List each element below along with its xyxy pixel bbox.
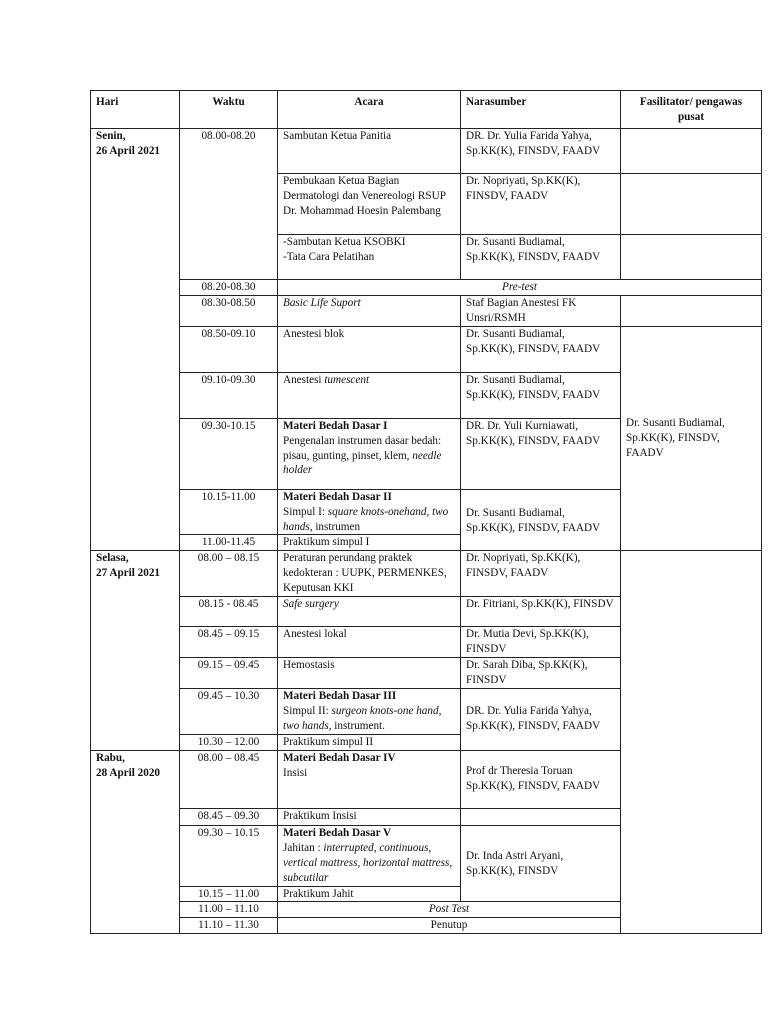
event-cell — [278, 235, 461, 280]
time-cell: 09.30-10.15 — [180, 418, 278, 489]
header-row — [91, 91, 762, 129]
event-title: Materi Bedah Dasar III — [283, 689, 397, 702]
event-cell: Post Test — [278, 902, 621, 918]
time-cell: 11.00 – 11.10 — [180, 902, 278, 918]
day-cell-rabu — [91, 750, 180, 933]
time-cell: 08.15 - 08.45 — [180, 597, 278, 627]
speaker-cell: Dr. Mutia Devi, Sp.KK(K), FINSDV — [461, 627, 621, 658]
header-waktu: Waktu — [180, 91, 278, 129]
speaker-cell: Dr. Nopriyati, Sp.KK(K), FINSDV, FAADV — [461, 174, 621, 235]
event-cell — [278, 372, 461, 418]
time-cell: 08.00 – 08.45 — [180, 750, 278, 808]
time-cell: 08.00-08.20 — [180, 129, 278, 280]
time-cell: 08.30-08.50 — [180, 295, 278, 326]
speaker-cell: Dr. Inda Astri Aryani, Sp.KK(K), FINSDV — [461, 825, 621, 902]
time-cell: 08.00 – 08.15 — [180, 551, 278, 597]
day-name: Senin, — [96, 130, 126, 142]
speaker-cell: Dr. Susanti Budiamal, Sp.KK(K), FINSDV, FAADV — [461, 235, 621, 280]
day-cell-selasa — [91, 551, 180, 751]
speaker-cell: DR. Dr. Yulia Farida Yahya, Sp.KK(K), FINSDV, FAADV — [461, 688, 621, 750]
event-text: Insisi — [283, 766, 308, 779]
table-row — [91, 295, 762, 326]
event-title: Materi Bedah Dasar V — [283, 826, 392, 839]
event-cell: Sambutan Ketua Panitia — [278, 129, 461, 174]
header-acara: Acara — [278, 91, 461, 129]
event-cell: Praktikum Insisi — [278, 808, 461, 825]
time-cell: 08.45 – 09.30 — [180, 808, 278, 825]
table-row — [91, 129, 762, 174]
event-text: , instrumen — [309, 520, 361, 533]
time-cell: 08.50-09.10 — [180, 326, 278, 372]
event-title: Materi Bedah Dasar IV — [283, 751, 396, 764]
event-cell: Anestesi lokal — [278, 627, 461, 658]
schedule-table — [90, 90, 762, 934]
event-cell — [278, 688, 461, 734]
header-narasumber: Narasumber — [461, 91, 621, 129]
time-cell: 08.45 – 09.15 — [180, 627, 278, 658]
event-cell: Basic Life Suport — [278, 295, 461, 326]
speaker-cell: Dr. Fitriani, Sp.KK(K), FINSDV — [461, 597, 621, 627]
event-cell: Safe surgery — [278, 597, 461, 627]
event-cell — [278, 825, 461, 886]
time-cell: 11.00-11.45 — [180, 535, 278, 551]
event-cell: Peraturan perundang praktek kedokteran : UUPK, PERMENKES, Keputusan KKI — [278, 551, 461, 597]
time-cell: 10.30 – 12.00 — [180, 734, 278, 750]
header-fasilitator: Fasilitator/ pengawas pusat — [621, 91, 762, 129]
time-cell: 09.30 – 10.15 — [180, 825, 278, 886]
day-date: 26 April 2021 — [96, 144, 161, 157]
time-cell: 10.15-11.00 — [180, 489, 278, 535]
day-date: 27 April 2021 — [96, 567, 161, 580]
event-text-italic: tumescent — [324, 373, 370, 386]
speaker-cell: Dr. Susanti Budiamal, Sp.KK(K), FINSDV, FAADV — [461, 326, 621, 372]
table-row — [91, 326, 762, 372]
facilitator-cell — [621, 235, 762, 280]
header-hari: Hari — [91, 91, 180, 129]
event-text-italic: interrupted, continuous, vertical mattress, horizontal mattress, subcutilar — [283, 841, 453, 884]
speaker-cell: Prof dr Theresia Toruan Sp.KK(K), FINSDV, FAADV — [461, 750, 621, 808]
time-cell: 11.10 – 11.30 — [180, 918, 278, 934]
event-text: Anestesi — [283, 373, 325, 386]
event-cell: Pre-test — [278, 280, 762, 296]
time-cell: 09.10-09.30 — [180, 372, 278, 418]
table-row — [91, 280, 762, 296]
table-row — [91, 551, 762, 597]
time-cell: 08.20-08.30 — [180, 280, 278, 296]
facilitator-cell — [621, 129, 762, 174]
event-cell: Praktikum Jahit — [278, 886, 461, 902]
facilitator-cell — [621, 295, 762, 326]
speaker-cell: Staf Bagian Anestesi FK Unsri/RSMH — [461, 295, 621, 326]
speaker-cell: DR. Dr. Yuli Kurniawati, Sp.KK(K), FINSDV, FAADV — [461, 418, 621, 489]
speaker-cell: Dr. Susanti Budiamal, Sp.KK(K), FINSDV, FAADV — [461, 489, 621, 551]
event-text: Simpul I: — [283, 505, 328, 518]
facilitator-cell-lower — [621, 551, 762, 934]
event-cell: Hemostasis — [278, 658, 461, 689]
event-cell: Anestesi blok — [278, 326, 461, 372]
speaker-cell: DR. Dr. Yulia Farida Yahya, Sp.KK(K), FINSDV, FAADV — [461, 129, 621, 174]
event-cell — [278, 489, 461, 535]
event-line: -Sambutan Ketua KSOBKI — [283, 236, 406, 248]
event-text: Pengenalan instrumen dasar bedah: pisau, gunting, pinset, klem, — [283, 434, 442, 462]
day-name: Selasa, — [96, 552, 129, 565]
event-text-italic: surgeon knots-one hand, two hands — [283, 704, 442, 732]
facilitator-cell-main: Dr. Susanti Budiamal, Sp.KK(K), FINSDV, FAADV — [621, 326, 762, 551]
time-cell: 09.45 – 10.30 — [180, 688, 278, 734]
event-text-italic: needle holder — [283, 449, 442, 477]
event-cell: Praktikum simpul II — [278, 734, 461, 750]
event-text: Jahitan : — [283, 841, 324, 854]
time-cell: 10.15 – 11.00 — [180, 886, 278, 902]
speaker-cell — [461, 808, 621, 825]
event-cell: Praktikum simpul I — [278, 535, 461, 551]
event-text: Simpul II: — [283, 704, 332, 717]
speaker-cell: Dr. Nopriyati, Sp.KK(K), FINSDV, FAADV — [461, 551, 621, 597]
facilitator-cell — [621, 174, 762, 235]
event-cell: Penutup — [278, 918, 621, 934]
time-cell: 09.15 – 09.45 — [180, 658, 278, 689]
speaker-cell: Dr. Sarah Diba, Sp.KK(K), FINSDV — [461, 658, 621, 689]
day-name: Rabu, — [96, 751, 125, 764]
speaker-cell: Dr. Susanti Budiamal, Sp.KK(K), FINSDV, FAADV — [461, 372, 621, 418]
day-cell-senin — [91, 129, 180, 551]
event-title: Materi Bedah Dasar II — [283, 490, 392, 503]
event-title: Materi Bedah Dasar I — [283, 419, 388, 432]
event-cell — [278, 750, 461, 808]
event-cell: Pembukaan Ketua Bagian Dermatologi dan Venereologi RSUP Dr. Mohammad Hoesin Palembang — [278, 174, 461, 235]
event-line: -Tata Cara Pelatihan — [283, 250, 375, 263]
day-date: 28 April 2020 — [96, 766, 161, 779]
event-text-italic: square knots-onehand, two hands — [283, 505, 449, 533]
event-text: , instrument. — [328, 719, 385, 732]
event-cell — [278, 418, 461, 489]
